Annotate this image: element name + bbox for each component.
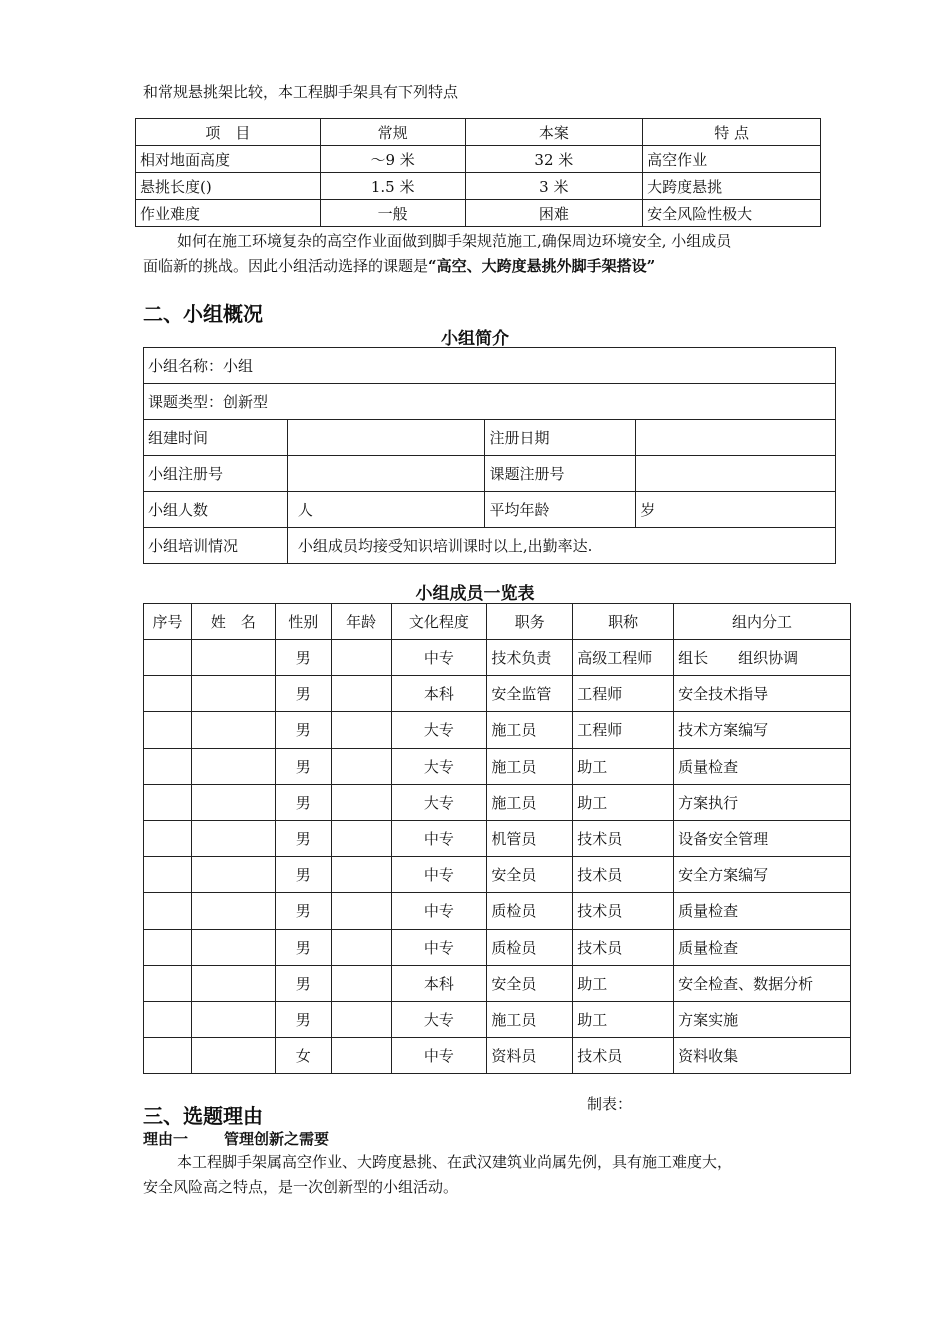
table-cell: 悬挑长度() <box>136 173 321 200</box>
table-cell <box>191 820 275 856</box>
table-cell: 安全方案编写 <box>674 857 851 893</box>
table-cell: 男 <box>275 676 331 712</box>
table-cell: 中专 <box>391 640 487 676</box>
table-cell: 施工员 <box>487 748 573 784</box>
table-title: 小组简介 <box>441 329 509 349</box>
members-table <box>143 603 851 1074</box>
table-row <box>144 893 851 929</box>
table-cell: 1.5 米 <box>320 173 465 200</box>
table-row <box>144 1001 851 1037</box>
table-cell <box>331 640 391 676</box>
table-cell: 质量检查 <box>674 893 851 929</box>
table-cell <box>144 820 192 856</box>
table-cell: 安全监管 <box>487 676 573 712</box>
table-title: 小组成员一览表 <box>415 584 535 604</box>
table-cell: 技术负责 <box>487 640 573 676</box>
table-cell <box>331 1038 391 1074</box>
table-cell: 中专 <box>391 857 487 893</box>
paragraph <box>143 229 823 279</box>
table-cell: 施工员 <box>487 1001 573 1037</box>
table-cell <box>144 784 192 820</box>
table-cell: 资料员 <box>487 1038 573 1074</box>
table-cell <box>331 712 391 748</box>
table-cell <box>331 857 391 893</box>
table-cell <box>331 1001 391 1037</box>
table-header-row <box>144 604 851 640</box>
topic-emphasis: “高空、大跨度悬挑外脚手架搭设” <box>428 257 656 275</box>
header-cell: 序号 <box>144 604 192 640</box>
header-cell: 项 目 <box>136 119 321 146</box>
table-cell: 安全风险性极大 <box>643 200 821 227</box>
table-cell: 技术员 <box>573 1038 674 1074</box>
table-cell: 中专 <box>391 893 487 929</box>
paragraph-line <box>143 254 823 279</box>
table-cell: 大专 <box>391 748 487 784</box>
table-cell <box>191 1038 275 1074</box>
table-cell <box>331 965 391 1001</box>
members-value: 人 <box>287 492 485 528</box>
table-row <box>144 1038 851 1074</box>
table-cell: 中专 <box>391 820 487 856</box>
table-cell: 男 <box>275 965 331 1001</box>
table-cell: 中专 <box>391 1038 487 1074</box>
table-row <box>144 820 851 856</box>
table-cell: 3 米 <box>465 173 643 200</box>
table-cell: 安全员 <box>487 857 573 893</box>
table-cell: 男 <box>275 712 331 748</box>
intro-line: 和常规悬挑架比较，本工程脚手架具有下列特点 <box>143 83 459 101</box>
table-cell: 施工员 <box>487 712 573 748</box>
reason-label: 理由一 <box>143 1130 189 1148</box>
training-label: 小组培训情况 <box>144 528 288 564</box>
table-cell: 机管员 <box>487 820 573 856</box>
table-cell: 资料收集 <box>674 1038 851 1074</box>
table-cell: 男 <box>275 893 331 929</box>
paragraph-text: 面临新的挑战。因此小组活动选择的课题是 <box>143 257 429 275</box>
register-date-label: 注册日期 <box>485 420 636 456</box>
table-row <box>144 712 851 748</box>
table-cell: 相对地面高度 <box>136 146 321 173</box>
table-cell <box>144 1001 192 1037</box>
group-name-cell: 小组名称：小组 <box>144 348 836 384</box>
section-title: 三、选题理由 <box>143 1104 263 1128</box>
table-row <box>144 676 851 712</box>
header-cell: 文化程度 <box>391 604 487 640</box>
table-cell: 男 <box>275 820 331 856</box>
table-cell: 作业难度 <box>136 200 321 227</box>
reason-title: 管理创新之需要 <box>224 1130 330 1148</box>
table-cell: 方案执行 <box>674 784 851 820</box>
table-cell: 男 <box>275 1001 331 1037</box>
topic-reg-label: 课题注册号 <box>485 456 636 492</box>
table-cell: 方案实施 <box>674 1001 851 1037</box>
table-row <box>144 857 851 893</box>
table-cell: 技术员 <box>573 820 674 856</box>
table-cell <box>144 857 192 893</box>
table-cell <box>191 965 275 1001</box>
table-cell: 技术员 <box>573 929 674 965</box>
table-cell <box>331 820 391 856</box>
table-cell: 高级工程师 <box>573 640 674 676</box>
table-cell <box>331 893 391 929</box>
table-cell: 大专 <box>391 712 487 748</box>
table-cell: 困难 <box>465 200 643 227</box>
header-cell: 姓 名 <box>191 604 275 640</box>
table-cell <box>144 893 192 929</box>
register-date-value <box>636 420 836 456</box>
table-cell: 男 <box>275 784 331 820</box>
paragraph-line: 如何在施工环境复杂的高空作业面做到脚手架规范施工,确保周边环境安全, 小组成员 <box>177 232 732 250</box>
table-cell <box>331 784 391 820</box>
table-cell <box>331 676 391 712</box>
header-cell: 组内分工 <box>674 604 851 640</box>
table-cell <box>191 640 275 676</box>
table-cell <box>191 857 275 893</box>
topic-type-cell: 课题类型：创新型 <box>144 384 836 420</box>
table-cell <box>191 893 275 929</box>
members-label: 小组人数 <box>144 492 288 528</box>
table-cell: 设备安全管理 <box>674 820 851 856</box>
table-cell: 高空作业 <box>643 146 821 173</box>
made-by-label: 制表： <box>587 1095 633 1113</box>
table-header-row <box>136 119 821 146</box>
table-cell: 大跨度悬挑 <box>643 173 821 200</box>
table-cell: 施工员 <box>487 784 573 820</box>
table-cell: 质量检查 <box>674 748 851 784</box>
avg-age-value: 岁 <box>636 492 836 528</box>
table-row <box>144 784 851 820</box>
paragraph-line: 本工程脚手架属高空作业、大跨度悬挑、在武汉建筑业尚属先例，具有施工难度大， <box>177 1153 733 1171</box>
table-cell: 安全员 <box>487 965 573 1001</box>
table-cell <box>144 676 192 712</box>
table-row <box>136 200 821 227</box>
table-row <box>136 146 821 173</box>
table-cell: 质检员 <box>487 893 573 929</box>
header-cell: 职务 <box>487 604 573 640</box>
table-row <box>144 640 851 676</box>
table-cell: 大专 <box>391 784 487 820</box>
table-cell: 本科 <box>391 965 487 1001</box>
header-cell: 年龄 <box>331 604 391 640</box>
header-cell: 性别 <box>275 604 331 640</box>
table-cell: 技术员 <box>573 857 674 893</box>
header-cell: 本案 <box>465 119 643 146</box>
table-cell <box>144 965 192 1001</box>
avg-age-label: 平均年龄 <box>485 492 636 528</box>
table-cell: 助工 <box>573 784 674 820</box>
table-cell: 一般 <box>320 200 465 227</box>
reason-paragraph <box>143 1150 823 1200</box>
table-cell: 工程师 <box>573 676 674 712</box>
table-cell: 技术方案编写 <box>674 712 851 748</box>
table-cell <box>191 784 275 820</box>
table-cell: 助工 <box>573 965 674 1001</box>
table-cell: 女 <box>275 1038 331 1074</box>
header-cell: 特 点 <box>643 119 821 146</box>
table-cell <box>144 748 192 784</box>
header-cell: 常规 <box>320 119 465 146</box>
table-cell: 质量检查 <box>674 929 851 965</box>
topic-reg-value <box>636 456 836 492</box>
table-cell <box>144 1038 192 1074</box>
table-row <box>144 965 851 1001</box>
table-cell <box>191 929 275 965</box>
comparison-table <box>135 118 821 227</box>
group-intro-table <box>143 347 836 564</box>
table-cell: 工程师 <box>573 712 674 748</box>
table-cell: 男 <box>275 857 331 893</box>
table-cell: 大专 <box>391 1001 487 1037</box>
table-cell: 助工 <box>573 1001 674 1037</box>
table-cell <box>331 748 391 784</box>
table-cell: 中专 <box>391 929 487 965</box>
table-cell: ～9 米 <box>320 146 465 173</box>
table-cell: 男 <box>275 748 331 784</box>
table-cell <box>144 712 192 748</box>
table-cell: 安全技术指导 <box>674 676 851 712</box>
table-cell <box>191 1001 275 1037</box>
table-cell <box>191 676 275 712</box>
table-cell: 男 <box>275 929 331 965</box>
table-cell: 技术员 <box>573 893 674 929</box>
section-title: 二、小组概况 <box>143 302 263 326</box>
table-cell <box>191 712 275 748</box>
table-cell: 助工 <box>573 748 674 784</box>
group-reg-label: 小组注册号 <box>144 456 288 492</box>
table-row <box>144 929 851 965</box>
founded-value <box>287 420 485 456</box>
table-row <box>136 173 821 200</box>
group-reg-value <box>287 456 485 492</box>
table-cell: 质检员 <box>487 929 573 965</box>
table-cell: 组长 组织协调 <box>674 640 851 676</box>
table-cell: 32 米 <box>465 146 643 173</box>
table-cell <box>191 748 275 784</box>
table-cell <box>331 929 391 965</box>
paragraph-line: 安全风险高之特点，是一次创新型的小组活动。 <box>143 1178 459 1196</box>
table-cell <box>144 640 192 676</box>
table-cell: 安全检查、数据分析 <box>674 965 851 1001</box>
header-cell: 职称 <box>573 604 674 640</box>
reason-heading <box>143 1128 329 1149</box>
table-row <box>144 748 851 784</box>
founded-label: 组建时间 <box>144 420 288 456</box>
table-cell: 男 <box>275 640 331 676</box>
training-value: 小组成员均接受知识培训课时以上,出勤率达. <box>287 528 835 564</box>
table-cell: 本科 <box>391 676 487 712</box>
table-cell <box>144 929 192 965</box>
